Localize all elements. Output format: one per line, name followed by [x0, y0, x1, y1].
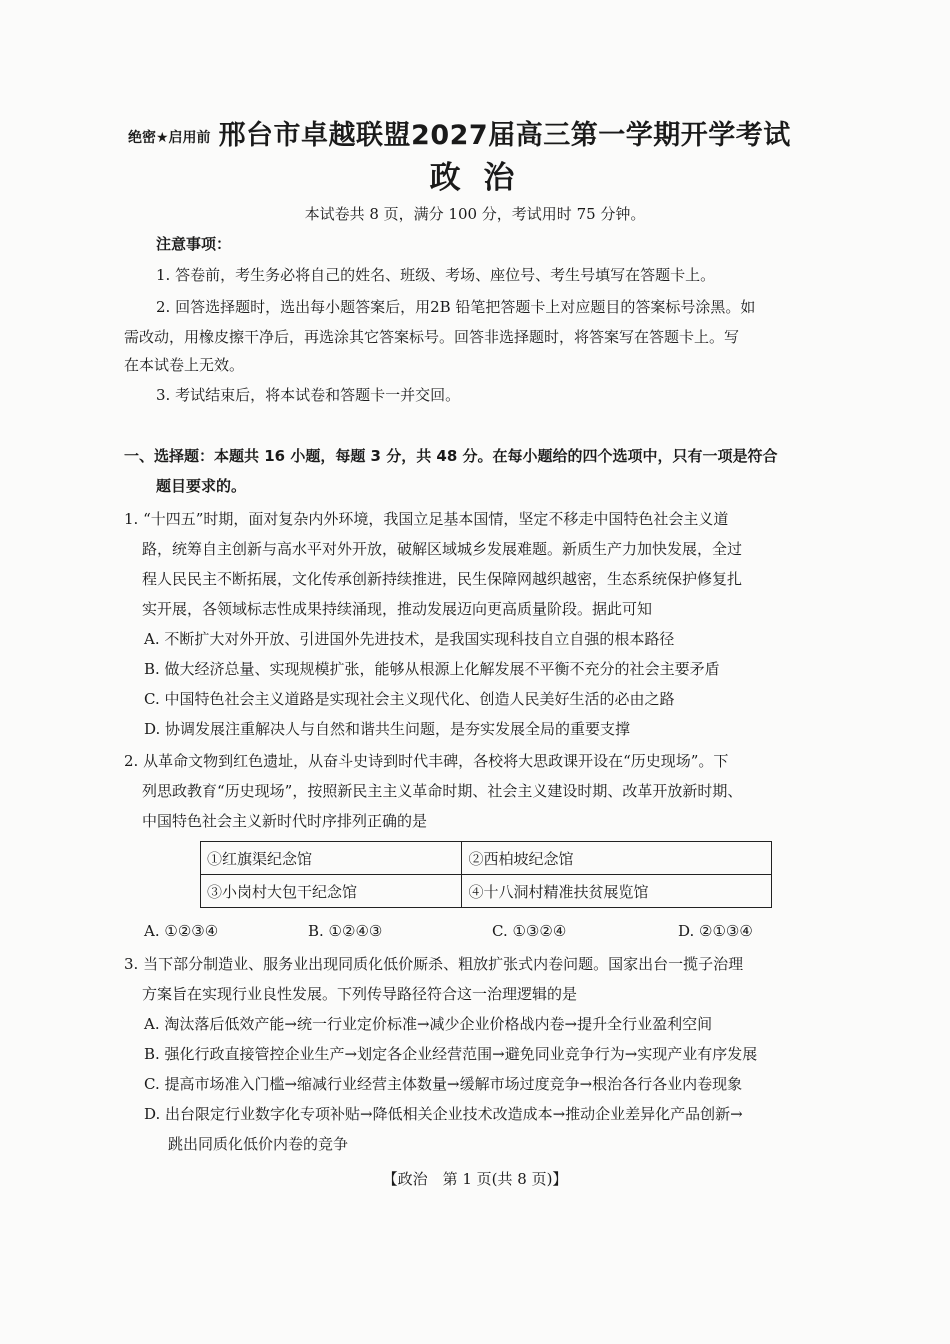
q2-option-c: C. ①③②④: [492, 922, 567, 940]
q1-stem: 实开展，各领域标志性成果持续涌现，推动发展迈向更高质量阶段。据此可知: [142, 600, 653, 618]
q2-option-a: A. ①②③④: [144, 922, 219, 940]
q1-option-c: C. 中国特色社会主义道路是实现社会主义现代化、创造人民美好生活的必由之路: [144, 690, 675, 708]
q1-option-a: A. 不断扩大对外开放、引进国外先进技术，是我国实现科技自立自强的根本路径: [144, 630, 675, 648]
table-cell: ③小岗村大包干纪念馆: [201, 875, 462, 908]
q3-stem: 3. 当下部分制造业、服务业出现同质化低价厮杀、粗放扩张式内卷问题。国家出台一揽子治理: [124, 955, 744, 973]
section-heading: 一、选择题：本题共 16 小题，每题 3 分，共 48 分。在每小题给的四个选项中，只有一项是符合: [124, 447, 778, 465]
q2-option-d: D. ②①③④: [678, 922, 753, 940]
table-cell: ④十八洞村精准扶贫展览馆: [462, 875, 772, 908]
exam-title: 邢台市卓越联盟2027届高三第一学期开学考试: [218, 120, 791, 151]
table-row: [201, 842, 772, 875]
q1-stem: 路，统筹自主创新与高水平对外开放，破解区域城乡发展难题。新质生产力加快发展，全过: [142, 540, 743, 558]
subject-title: 政 治: [429, 160, 521, 196]
table-cell: ②西柏坡纪念馆: [462, 842, 772, 875]
q3-stem: 方案旨在实现行业良性发展。下列传导路径符合这一治理逻辑的是: [142, 985, 578, 1003]
page-footer: 【政治 第 1 页(共 8 页)】: [382, 1170, 568, 1188]
notice-item: 2. 回答选择题时，选出每小题答案后，用2B 铅笔把答题卡上对应题目的答案标号涂黑。如: [156, 298, 756, 316]
table-cell: ①红旗渠纪念馆: [201, 842, 462, 875]
q2-option-b: B. ①②④③: [308, 922, 383, 940]
notice-item: 需改动，用橡皮擦干净后，再选涂其它答案标号。回答非选择题时，将答案写在答题卡上。写: [124, 328, 740, 346]
section-heading-cont: 题目要求的。: [156, 477, 247, 495]
exam-info: 本试卷共 8 页，满分 100 分，考试用时 75 分钟。: [304, 205, 646, 223]
q3-option-d-cont: 跳出同质化低价内卷的竞争: [168, 1135, 349, 1153]
confidential-mark: 绝密★启用前: [128, 130, 211, 146]
q2-stem: 2. 从革命文物到红色遗址，从奋斗史诗到时代丰碑，各校将大思政课开设在“历史现场”。下: [124, 752, 729, 770]
notice-item: 1. 答卷前，考生务必将自己的姓名、班级、考场、座位号、考生号填写在答题卡上。: [156, 266, 716, 284]
notice-item: 在本试卷上无效。: [124, 356, 245, 374]
q2-stem: 中国特色社会主义新时代时序排列正确的是: [142, 812, 428, 830]
q1-stem: 1. “十四五”时期，面对复杂内外环境，我国立足基本国情，坚定不移走中国特色社会主义道: [124, 510, 729, 528]
q1-option-b: B. 做大经济总量、实现规模扩张，能够从根源上化解发展不平衡不充分的社会主要矛盾: [144, 660, 720, 678]
q3-option-a: A. 淘汰落后低效产能→统一行业定价标准→减少企业价格战内卷→提升全行业盈利空间: [144, 1015, 713, 1033]
notice-item: 3. 考试结束后，将本试卷和答题卡一并交回。: [156, 386, 461, 404]
table-row: [201, 875, 772, 908]
q1-option-d: D. 协调发展注重解决人与自然和谐共生问题，是夯实发展全局的重要支撑: [144, 720, 631, 738]
q3-option-c: C. 提高市场准入门槛→缩减行业经营主体数量→缓解市场过度竞争→根治各行各业内卷现象: [144, 1075, 743, 1093]
q2-stem: 列思政教育“历史现场”，按照新民主主义革命时期、社会主义建设时期、改革开放新时期、: [142, 782, 743, 800]
q3-option-d: D. 出台限定行业数字化专项补贴→降低相关企业技术改造成本→推动企业差异化产品创新→: [144, 1105, 743, 1123]
header: [128, 112, 791, 152]
q1-stem: 程人民民主不断拓展，文化传承创新持续推进，民生保障网越织越密，生态系统保护修复扎: [142, 570, 743, 588]
q2-items-table: [200, 841, 772, 908]
q3-option-b: B. 强化行政直接管控企业生产→划定各企业经营范围→避免同业竞争行为→实现产业有序发展: [144, 1045, 758, 1063]
notice-heading: 注意事项：: [156, 235, 232, 253]
